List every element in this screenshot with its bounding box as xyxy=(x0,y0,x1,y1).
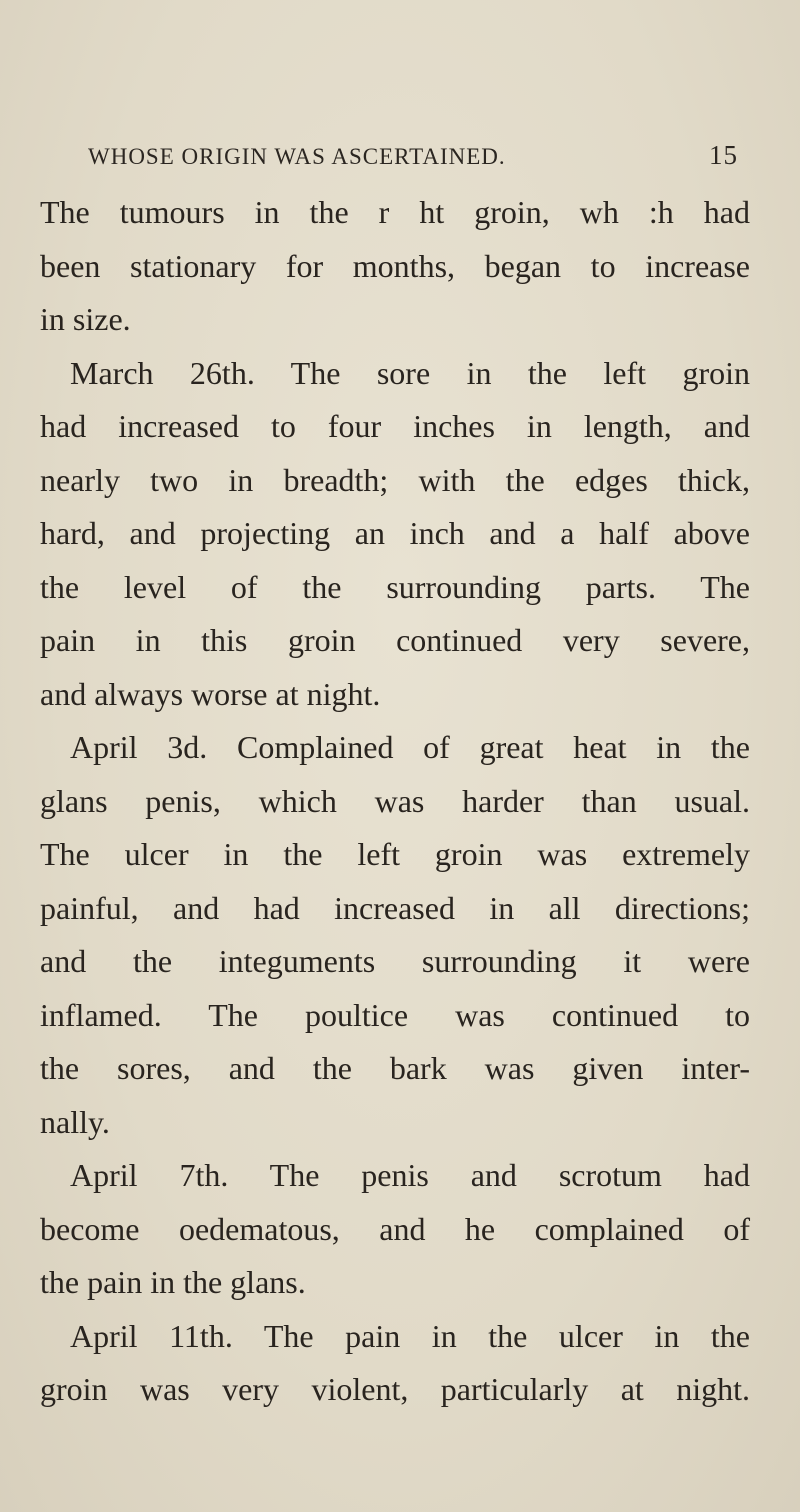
text-line: inflamed. The poultice was continued to xyxy=(40,996,750,1033)
page-number: 15 xyxy=(709,140,738,170)
text-line: groin was very violent, particularly at night. xyxy=(40,1371,750,1407)
running-head-title: WHOSE ORIGIN WAS ASCERTAINED. xyxy=(88,144,506,169)
body-text xyxy=(40,186,750,1417)
text-line: and always worse at night. xyxy=(40,675,381,712)
text-line: The ulcer in the left groin was extremely xyxy=(40,836,750,872)
text-line: glans penis, which was harder than usual. xyxy=(40,782,750,819)
text-line: The tumours in the r ht groin, wh :h had xyxy=(40,194,750,230)
text-line: April 11th. The pain in the ulcer in the xyxy=(70,1317,750,1354)
text-line: pain in this groin continued very severe, xyxy=(40,622,750,658)
text-line: become oedematous, and he complained of xyxy=(40,1210,750,1247)
text-line: nearly two in breadth; with the edges thick, xyxy=(40,461,750,498)
text-line: the sores, and the bark was given inter- xyxy=(40,1050,750,1086)
text-line: April 3d. Complained of great heat in the xyxy=(70,729,750,765)
text-line: the level of the surrounding parts. The xyxy=(40,568,750,605)
text-line: March 26th. The sore in the left groin xyxy=(70,354,750,391)
text-line: in size. xyxy=(40,301,131,337)
text-line: painful, and had increased in all directions; xyxy=(40,889,750,926)
text-line: April 7th. The penis and scrotum had xyxy=(70,1157,750,1193)
text-line: nally. xyxy=(40,1103,110,1140)
text-line: hard, and projecting an inch and a half above xyxy=(40,515,750,551)
text-line: had increased to four inches in length, and xyxy=(40,408,750,444)
text-line: the pain in the glans. xyxy=(40,1264,306,1300)
running-head xyxy=(88,138,738,178)
text-line: and the integuments surrounding it were xyxy=(40,943,750,979)
text-line: been stationary for months, began to increase xyxy=(40,247,750,284)
